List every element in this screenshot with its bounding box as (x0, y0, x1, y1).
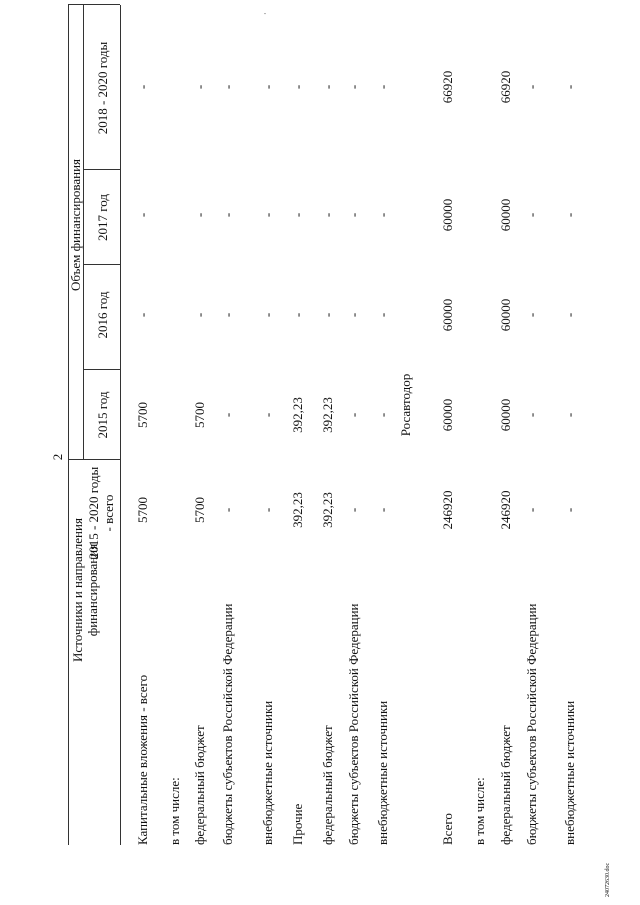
row-value: - (375, 412, 390, 418)
row-value: - (135, 84, 150, 90)
row-value: - (220, 507, 235, 513)
row-value: 66920 (498, 70, 513, 104)
row-value: - (524, 412, 539, 418)
row-value: - (524, 84, 539, 90)
row-value: - (320, 84, 335, 90)
row-value: - (375, 84, 390, 90)
row-value: - (260, 84, 275, 90)
row-value: - (220, 312, 235, 318)
row-value: 246920 (498, 490, 513, 530)
section-title: Росавтодор (398, 373, 413, 437)
row-value: - (346, 412, 361, 418)
row-value: - (320, 212, 335, 218)
row-value: - (192, 212, 207, 218)
header-bottom-line (120, 5, 121, 845)
row-value: - (135, 212, 150, 218)
row-value: 60000 (498, 198, 513, 232)
row-label: в том числе: (167, 777, 182, 845)
header-volume: Объем финансирования (68, 158, 83, 292)
row-value: - (260, 507, 275, 513)
footer-doc-code: 24072630.doc (605, 862, 611, 897)
row-value: - (562, 412, 577, 418)
row-value: - (192, 84, 207, 90)
row-label: Капитальные вложения - всего (135, 674, 150, 845)
row-value: - (320, 312, 335, 318)
row-label: бюджеты субъектов Российской Федерации (220, 603, 235, 845)
row-value: - (375, 312, 390, 318)
header-group-line (83, 5, 84, 460)
row-label: Всего (440, 813, 455, 845)
row-value: - (562, 507, 577, 513)
row-value: - (260, 312, 275, 318)
row-value: - (220, 412, 235, 418)
row-value: - (524, 312, 539, 318)
row-label: федеральный бюджет (498, 725, 513, 845)
row-value: - (290, 212, 305, 218)
row-value: - (524, 212, 539, 218)
row-value: 392,23 (290, 397, 305, 433)
row-value: 60000 (498, 398, 513, 432)
row-value: 392,23 (290, 492, 305, 528)
row-value: - (375, 212, 390, 218)
row-value: 5700 (192, 497, 207, 523)
row-value: 66920 (440, 70, 455, 104)
row-value: 5700 (135, 497, 150, 523)
row-value: - (562, 212, 577, 218)
row-label: бюджеты субъектов Российской Федерации (524, 603, 539, 845)
row-value: - (346, 312, 361, 318)
row-value: - (524, 507, 539, 513)
row-value: - (290, 312, 305, 318)
row-value: - (135, 312, 150, 318)
row-value: 60000 (440, 398, 455, 432)
row-value: - (346, 212, 361, 218)
row-label: внебюджетные источники (562, 700, 577, 845)
header-year-2015: 2015 год (95, 391, 110, 439)
row-label: федеральный бюджет (192, 725, 207, 845)
row-label: внебюджетные источники (260, 700, 275, 845)
row-value: 60000 (498, 298, 513, 332)
row-value: - (346, 84, 361, 90)
row-value: - (260, 412, 275, 418)
row-value: 60000 (440, 198, 455, 232)
row-value: - (260, 212, 275, 218)
row-value: - (562, 312, 577, 318)
row-label: Прочие (290, 803, 305, 845)
corner-mark: · (261, 12, 270, 15)
row-value: - (192, 312, 207, 318)
header-year-total: 2015 - 2020 годы - всего (86, 466, 116, 560)
row-value: 392,23 (320, 397, 335, 433)
row-value: - (375, 507, 390, 513)
row-value: - (290, 84, 305, 90)
header-year-2018-2020: 2018 - 2020 годы (95, 41, 110, 135)
row-value: 5700 (192, 402, 207, 428)
divider-right (68, 4, 120, 5)
row-value: - (220, 84, 235, 90)
divider-sources (68, 459, 120, 460)
header-sources: Источники и направления финансирования (70, 518, 100, 662)
row-label: внебюджетные источники (375, 700, 390, 845)
row-value: - (220, 212, 235, 218)
row-value: 60000 (440, 298, 455, 332)
page-number: 2 (50, 453, 65, 461)
row-label: бюджеты субъектов Российской Федерации (346, 603, 361, 845)
row-value: 5700 (135, 402, 150, 428)
row-value: - (346, 507, 361, 513)
row-value: - (562, 84, 577, 90)
header-year-2016: 2016 год (95, 291, 110, 339)
row-label: в том числе: (472, 777, 487, 845)
row-value: 246920 (440, 490, 455, 530)
row-value: 392,23 (320, 492, 335, 528)
row-label: федеральный бюджет (320, 725, 335, 845)
header-year-2017: 2017 год (95, 194, 110, 241)
